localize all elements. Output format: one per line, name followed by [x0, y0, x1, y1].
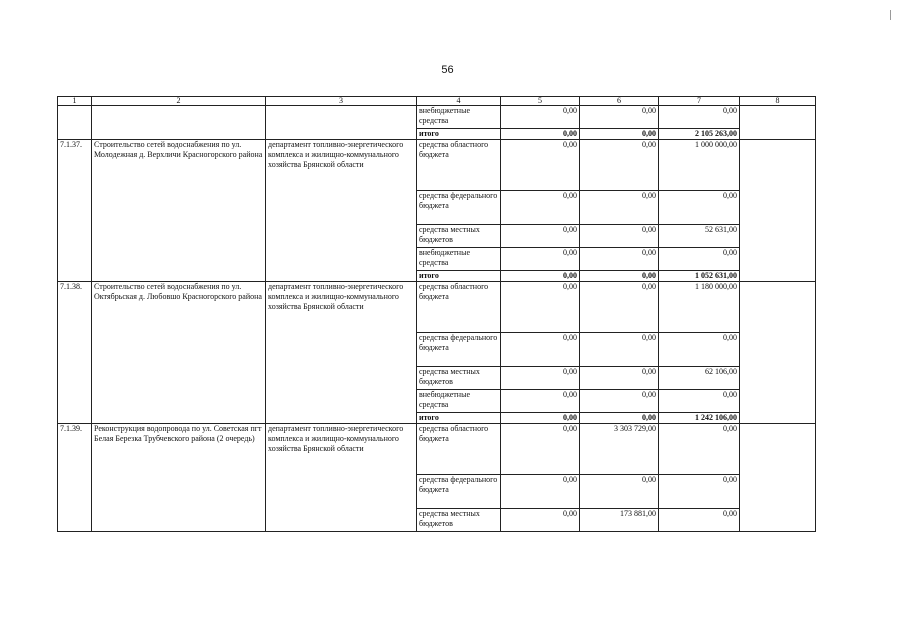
amount-cell: 0,00 [501, 248, 580, 271]
amount-cell: 1 000 000,00 [659, 140, 740, 191]
funding-source-cell: средства местных бюджетов [417, 225, 501, 248]
project-name-cell: Строительство сетей водоснабжения по ул. Октябрьская д. Любовшо Красногорского района [92, 282, 266, 424]
table-row [58, 106, 816, 129]
note-cell [740, 282, 816, 424]
row-number-cell: 7.1.39. [58, 424, 92, 532]
column-header: 6 [580, 97, 659, 106]
amount-cell: 1 052 631,00 [659, 271, 740, 282]
column-header: 2 [92, 97, 266, 106]
amount-cell: 0,00 [501, 271, 580, 282]
amount-cell: 0,00 [659, 248, 740, 271]
amount-cell: 0,00 [501, 191, 580, 225]
amount-cell: 0,00 [580, 191, 659, 225]
amount-cell: 0,00 [659, 191, 740, 225]
table-row [58, 140, 816, 191]
amount-cell: 0,00 [659, 390, 740, 413]
note-cell [740, 106, 816, 140]
funding-source-cell: внебюджетные средства [417, 390, 501, 413]
amount-cell: 1 180 000,00 [659, 282, 740, 333]
amount-cell: 0,00 [580, 282, 659, 333]
amount-cell: 0,00 [580, 140, 659, 191]
column-header-row [58, 97, 816, 106]
amount-cell: 62 106,00 [659, 367, 740, 390]
funding-source-cell: итого [417, 129, 501, 140]
amount-cell: 0,00 [580, 106, 659, 129]
funding-source-cell: итого [417, 271, 501, 282]
amount-cell: 0,00 [501, 333, 580, 367]
amount-cell: 0,00 [659, 333, 740, 367]
row-number-cell: 7.1.38. [58, 282, 92, 424]
column-header: 3 [266, 97, 417, 106]
column-header: 1 [58, 97, 92, 106]
amount-cell: 0,00 [659, 475, 740, 509]
amount-cell: 52 631,00 [659, 225, 740, 248]
amount-cell: 3 303 729,00 [580, 424, 659, 475]
amount-cell: 0,00 [501, 509, 580, 532]
column-header: 5 [501, 97, 580, 106]
scan-mark [890, 10, 891, 20]
amount-cell: 0,00 [580, 271, 659, 282]
funding-source-cell: внебюджетные средства [417, 248, 501, 271]
note-cell [740, 424, 816, 532]
amount-cell: 1 242 106,00 [659, 413, 740, 424]
page-number: 56 [441, 64, 454, 76]
funding-source-cell: средства областного бюджета [417, 140, 501, 191]
table-row [58, 424, 816, 475]
amount-cell: 0,00 [659, 424, 740, 475]
funding-source-cell: средства федерального бюджета [417, 475, 501, 509]
amount-cell: 0,00 [580, 413, 659, 424]
column-header: 8 [740, 97, 816, 106]
amount-cell: 0,00 [659, 509, 740, 532]
responsible-cell: департамент топливно-энергетического комплекса и жилищно-коммунального хозяйства Брянской области [266, 140, 417, 282]
amount-cell: 0,00 [501, 424, 580, 475]
row-number-cell: 7.1.37. [58, 140, 92, 282]
amount-cell: 0,00 [501, 367, 580, 390]
amount-cell: 2 105 263,00 [659, 129, 740, 140]
amount-cell: 0,00 [580, 248, 659, 271]
budget-table [57, 96, 816, 532]
funding-source-cell: итого [417, 413, 501, 424]
column-header: 4 [417, 97, 501, 106]
funding-source-cell: средства областного бюджета [417, 424, 501, 475]
funding-source-cell: средства областного бюджета [417, 282, 501, 333]
funding-source-cell: внебюджетные средства [417, 106, 501, 129]
funding-source-cell: средства федерального бюджета [417, 191, 501, 225]
amount-cell: 0,00 [501, 129, 580, 140]
amount-cell: 0,00 [501, 282, 580, 333]
amount-cell: 0,00 [501, 225, 580, 248]
amount-cell: 173 881,00 [580, 509, 659, 532]
note-cell [740, 140, 816, 282]
amount-cell: 0,00 [501, 390, 580, 413]
amount-cell: 0,00 [501, 413, 580, 424]
amount-cell: 0,00 [580, 475, 659, 509]
column-header: 7 [659, 97, 740, 106]
row-number-cell [58, 106, 92, 140]
amount-cell: 0,00 [580, 333, 659, 367]
amount-cell: 0,00 [580, 129, 659, 140]
funding-source-cell: средства федерального бюджета [417, 333, 501, 367]
amount-cell: 0,00 [580, 225, 659, 248]
table-row [58, 282, 816, 333]
project-name-cell: Реконструкция водопровода по ул. Советская пгт Белая Березка Трубчевского района (2 очередь) [92, 424, 266, 532]
funding-source-cell: средства местных бюджетов [417, 367, 501, 390]
responsible-cell: департамент топливно-энергетического комплекса и жилищно-коммунального хозяйства Брянской области [266, 424, 417, 532]
amount-cell: 0,00 [659, 106, 740, 129]
amount-cell: 0,00 [501, 140, 580, 191]
amount-cell: 0,00 [501, 106, 580, 129]
funding-source-cell: средства местных бюджетов [417, 509, 501, 532]
project-name-cell [92, 106, 266, 140]
amount-cell: 0,00 [580, 390, 659, 413]
amount-cell: 0,00 [501, 475, 580, 509]
project-name-cell: Строительство сетей водоснабжения по ул. Молодежная д. Верхличи Красногорского района [92, 140, 266, 282]
responsible-cell [266, 106, 417, 140]
amount-cell: 0,00 [580, 367, 659, 390]
responsible-cell: департамент топливно-энергетического комплекса и жилищно-коммунального хозяйства Брянской области [266, 282, 417, 424]
